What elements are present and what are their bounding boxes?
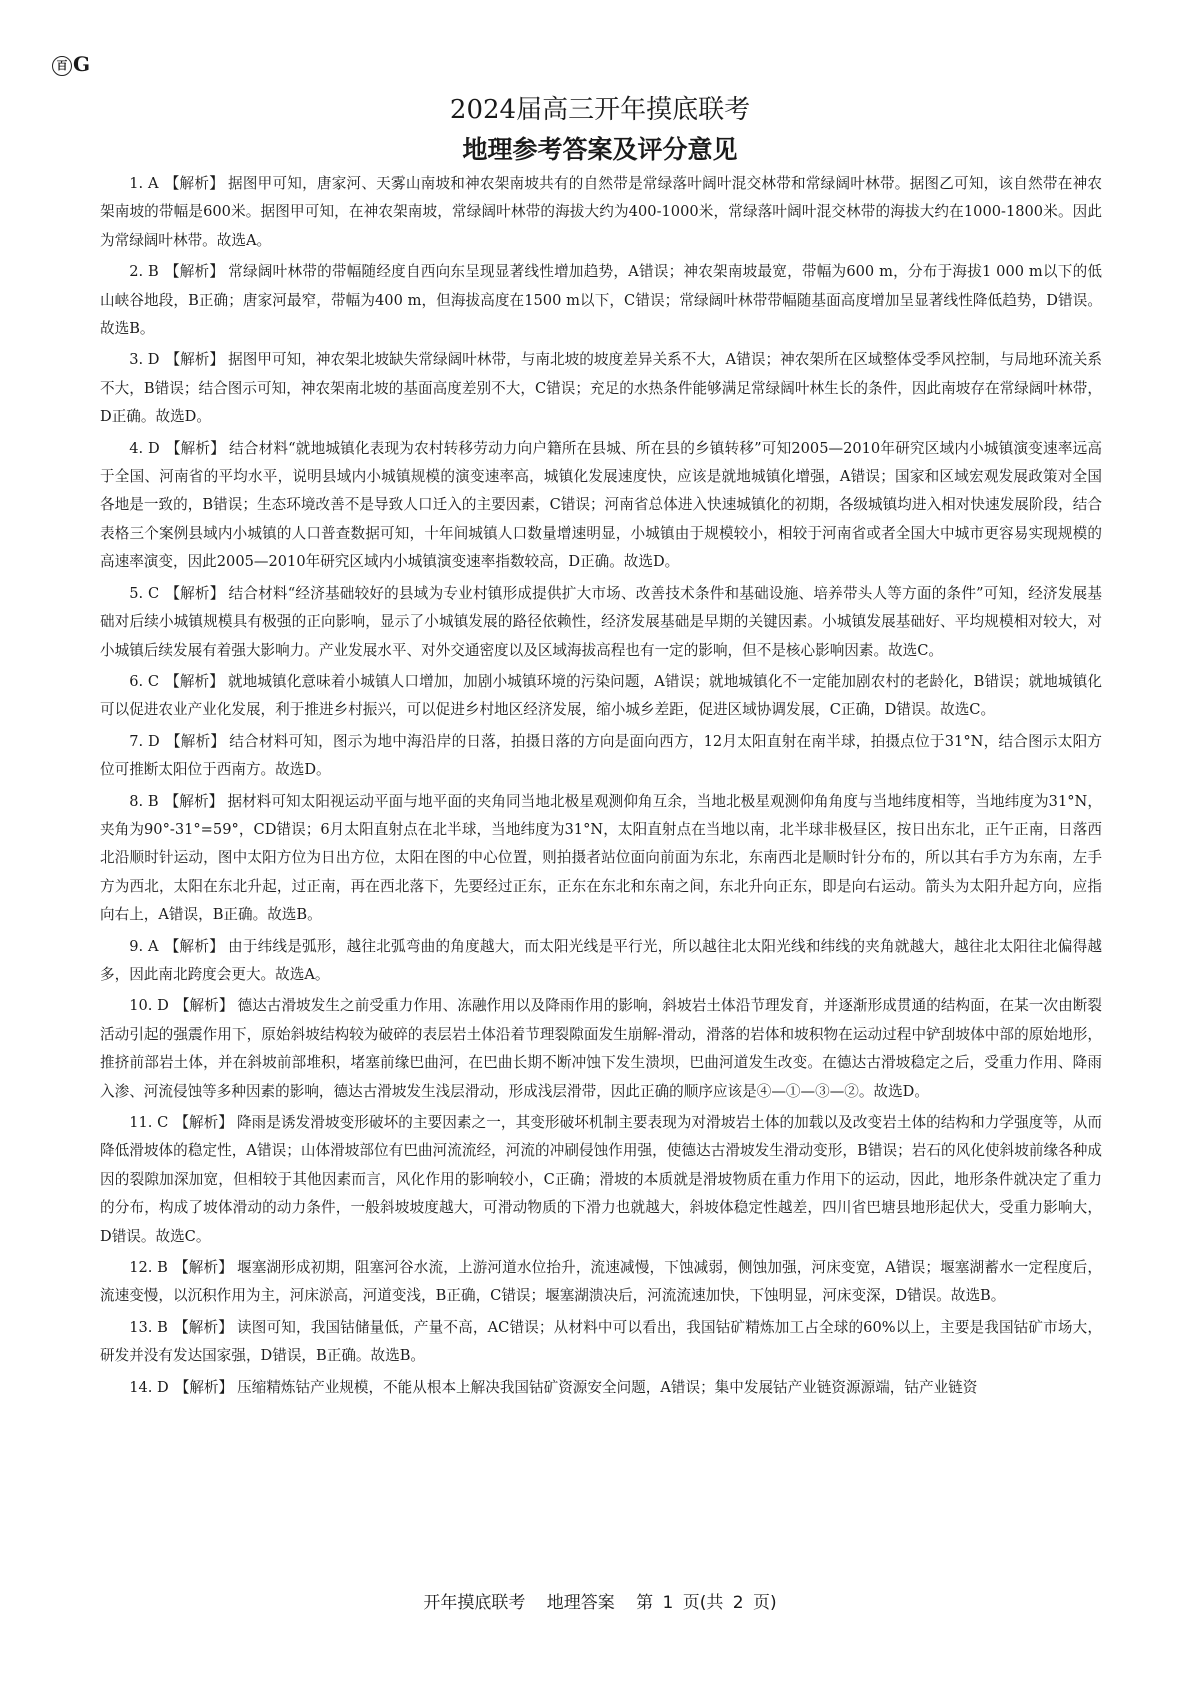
answer-text: 读图可知，我国钴储量低，产量不高，AC错误；从材料中可以看出，我国钴矿精炼加工占全球的60%以上，主要是我国钴矿市场大，研发并没有发达国家强，D错误，B正确。故选B。 [100, 1318, 1102, 1365]
answer-number: 3. D [129, 351, 160, 369]
answer-number: 14. D [129, 1378, 169, 1396]
answer-item-7 [100, 728, 1102, 785]
answer-number: 4. D [129, 439, 160, 457]
analysis-tag: 【解析】 [164, 263, 225, 281]
analysis-tag: 【解析】 [164, 792, 224, 810]
analysis-tag: 【解析】 [174, 997, 234, 1015]
analysis-tag: 【解析】 [174, 1378, 234, 1396]
answer-item-4 [100, 435, 1102, 577]
footer-exam-name: 开年摸底联考 [423, 1593, 526, 1613]
answer-text: 结合材料“经济基础较好的县域为专业村镇形成提供扩大市场、改善技术条件和基础设施、培养带头人等方面的条件”可知，经济发展基础对后续小城镇规模具有极强的正向影响，显示了小城镇发展的路径依赖性，经济发展基础是早期的关键因素。小城镇发展基础好、平均规模相对较大，对小城镇后续发展有着强大影响力。产业发展水平、对外交通密度以及区域海拔高程也有一定的影响，但不是核心影响因素。故选C。 [100, 584, 1102, 659]
answer-text: 常绿阔叶林带的带幅随经度自西向东呈现显著线性增加趋势，A错误；神农架南坡最宽，带幅为600 m，分布于海拔1 000 m以下的低山峡谷地段，B正确；唐家河最窄，带幅为400 m，但海拔高度在1500 m以下，C错误；常绿阔叶林带带幅随基面高度增加呈显著线性降低趋势，D错误。故选B。 [100, 263, 1102, 338]
analysis-tag: 【解析】 [165, 584, 225, 602]
answer-item-1 [100, 170, 1102, 255]
answer-text: 据材料可知太阳视运动平面与地平面的夹角同当地北极星观测仰角互余，当地北极星观测仰角角度与当地纬度相等，当地纬度为31°N，夹角为90°-31°=59°，CD错误；6月太阳直射点在北半球，当地纬度为31°N，太阳直射点在当地以南，北半球非极昼区，按日出东北，正午正南，日落西北沿顺时针运动，图中太阳方位为日出方位，太阳在图的中心位置，则拍摄者站位面向前面为东北，东南西北是顺时针分布的，所以其右手方为东南，左手方为西北，太阳在东北升起，过正南，再在西北落下，先要经过正东，正东在东北和东南之间，东北升向正东，即是向右运动。箭头为太阳升起方向，应指向右上，A错误，B正确。故选B。 [100, 792, 1102, 924]
answer-number: 12. B [129, 1259, 168, 1277]
publisher-logo [52, 52, 88, 76]
answer-text: 由于纬线是弧形，越往北弧弯曲的角度越大，而太阳光线是平行光，所以越往北太阳光线和纬线的夹角就越大，越往北太阳往北偏得越多，因此南北跨度会更大。故选A。 [100, 937, 1102, 983]
answer-item-11 [100, 1109, 1102, 1251]
footer-subject: 地理答案 [546, 1593, 615, 1613]
answer-item-10 [100, 992, 1102, 1106]
answer-item-5 [100, 580, 1102, 665]
answer-item-13 [100, 1314, 1102, 1371]
analysis-tag: 【解析】 [165, 732, 226, 750]
logo-circle-mark: 百 [52, 56, 72, 76]
answer-text: 结合材料“就地城镇化表现为农村转移劳动力向户籍所在县城、所在县的乡镇转移”可知2005—2010年研究区域内小城镇演变速率远高于全国、河南省的平均水平，说明县域内小城镇规模的演变速率高，城镇化发展速度快，应该是就地城镇化增强，A错误；国家和区域宏观发展政策对全国各地是一致的，B错误；生态环境改善不是导致人口迁入的主要因素，C错误；河南省总体进入快速城镇化的初期，各级城镇均进入相对快速发展阶段，结合表格三个案例县域内小城镇的人口普查数据可知，十年间城镇人口数量增速明显，小城镇由于规模较小，相较于河南省或者全国大中城市更容易实现规模的高速率演变，因此2005—2010年研究区域内小城镇演变速率指数较高，D正确。故选D。 [100, 439, 1102, 571]
answer-key-title: 地理参考答案及评分意见 [462, 135, 738, 164]
page-header [0, 92, 1200, 168]
answer-number: 10. D [129, 997, 169, 1015]
analysis-tag: 【解析】 [164, 175, 225, 192]
analysis-tag: 【解析】 [165, 439, 225, 457]
answer-number: 1. A [129, 175, 159, 192]
answer-item-2 [100, 258, 1102, 343]
analysis-tag: 【解析】 [165, 672, 224, 690]
analysis-tag: 【解析】 [173, 1259, 233, 1277]
answer-number: 11. C [129, 1114, 169, 1131]
exam-title: 2024届高三开年摸底联考 [449, 95, 751, 125]
page-footer [0, 1588, 1200, 1613]
analysis-tag: 【解析】 [173, 1318, 234, 1336]
answer-number: 7. D [129, 732, 160, 750]
answer-number: 5. C [129, 584, 160, 602]
answer-item-3 [100, 346, 1102, 431]
answer-text: 降雨是诱发滑坡变形破坏的主要因素之一，其变形破坏机制主要表现为对滑坡岩土体的加载以及改变岩土体的结构和力学强度等，从而降低滑坡体的稳定性，A错误；山体滑坡部位有巴曲河流流经，河流的冲刷侵蚀作用强，使德达古滑坡发生滑动变形，B错误；岩石的风化使斜坡前缘各种成因的裂隙加深加宽，但相较于其他因素而言，风化作用的影响较小，C正确；滑坡的本质就是滑坡物质在重力作用下的运动，因此，地形条件就决定了重力的分布，构成了坡体滑动的动力条件，一般斜坡坡度越大，可滑动物质的下滑力也就越大，斜坡体稳定性越差，四川省巴塘县地形起伏大，受重力影响大，D错误。故选C。 [100, 1114, 1102, 1245]
analysis-tag: 【解析】 [165, 351, 225, 369]
answer-text: 德达古滑坡发生之前受重力作用、冻融作用以及降雨作用的影响，斜坡岩土体沿节理发育，并逐渐形成贯通的结构面，在某一次由断裂活动引起的强震作用下，原始斜坡结构较为破碎的表层岩土体沿着节理裂隙面发生崩解-滑动，滑落的岩体和坡积物在运动过程中铲刮坡体中部的原始地形，推挤前部岩土体，并在斜坡前部堆积，堵塞前缘巴曲河，在巴曲长期不断冲蚀下发生溃坝，巴曲河道发生改变。在德达古滑坡稳定之后，受重力作用、降雨入渗、河流侵蚀等多种因素的影响，德达古滑坡发生浅层滑动，形成浅层滑带，因此正确的顺序应该是④—①—③—②。故选D。 [100, 997, 1102, 1100]
logo-letter: G [73, 52, 89, 76]
answer-item-8 [100, 788, 1102, 930]
analysis-tag: 【解析】 [174, 1114, 233, 1131]
answer-text: 结合材料可知，图示为地中海沿岸的日落，拍摄日落的方向是面向西方，12月太阳直射在南半球，拍摄点位于31°N，结合图示太阳方位可推断太阳位于西南方。故选D。 [100, 732, 1102, 779]
answer-item-6 [100, 668, 1102, 725]
answer-number: 8. B [129, 792, 159, 810]
footer-page-number: 第 1 页(共 2 页) [636, 1593, 777, 1613]
answer-item-9 [100, 933, 1102, 990]
answer-text: 据图甲可知，神农架北坡缺失常绿阔叶林带，与南北坡的坡度差异关系不大，A错误；神农架所在区域整体受季风控制，与局地环流关系不大，B错误；结合图示可知，神农架南北坡的基面高度差别不大，C错误；充足的水热条件能够满足常绿阔叶林生长的条件，因此南坡存在常绿阔叶林带，D正确。故选D。 [100, 351, 1102, 426]
answer-text: 据图甲可知，唐家河、天雾山南坡和神农架南坡共有的自然带是常绿落叶阔叶混交林带和常绿阔叶林带。据图乙可知，该自然带在神农架南坡的带幅是600米。据图甲可知，在神农架南坡，常绿阔叶林带的海拔大约为400-1000米，常绿落叶阔叶混交林带的海拔大约在1000-1800米。因此为常绿阔叶林带。故选A。 [100, 175, 1102, 249]
answer-text: 压缩精炼钴产业规模，不能从根本上解决我国钴矿资源安全问题，A错误；集中发展钴产业链资源源端，钴产业链资 [237, 1378, 978, 1396]
answer-list [100, 170, 1102, 1405]
answer-item-12 [100, 1254, 1102, 1311]
analysis-tag: 【解析】 [164, 937, 225, 955]
answer-number: 13. B [129, 1318, 168, 1336]
answer-item-14 [100, 1374, 1102, 1402]
answer-number: 6. C [129, 672, 160, 690]
answer-number: 2. B [129, 263, 159, 281]
answer-text: 堰塞湖形成初期，阻塞河谷水流，上游河道水位抬升，流速减慢，下蚀减弱，侧蚀加强，河床变宽，A错误；堰塞湖蓄水一定程度后，流速变慢，以沉积作用为主，河床淤高，河道变浅，B正确，C错误；堰塞湖溃决后，河流流速加快，下蚀明显，河床变深，D错误。故选B。 [100, 1259, 1102, 1305]
answer-text: 就地城镇化意味着小城镇人口增加，加剧小城镇环境的污染问题，A错误；就地城镇化不一定能加剧农村的老龄化，B错误；就地城镇化可以促进农业产业化发展，利于推进乡村振兴，可以促进乡村地区经济发展，缩小城乡差距，促进区域协调发展，C正确，D错误。故选C。 [100, 672, 1102, 719]
answer-number: 9. A [129, 937, 159, 955]
